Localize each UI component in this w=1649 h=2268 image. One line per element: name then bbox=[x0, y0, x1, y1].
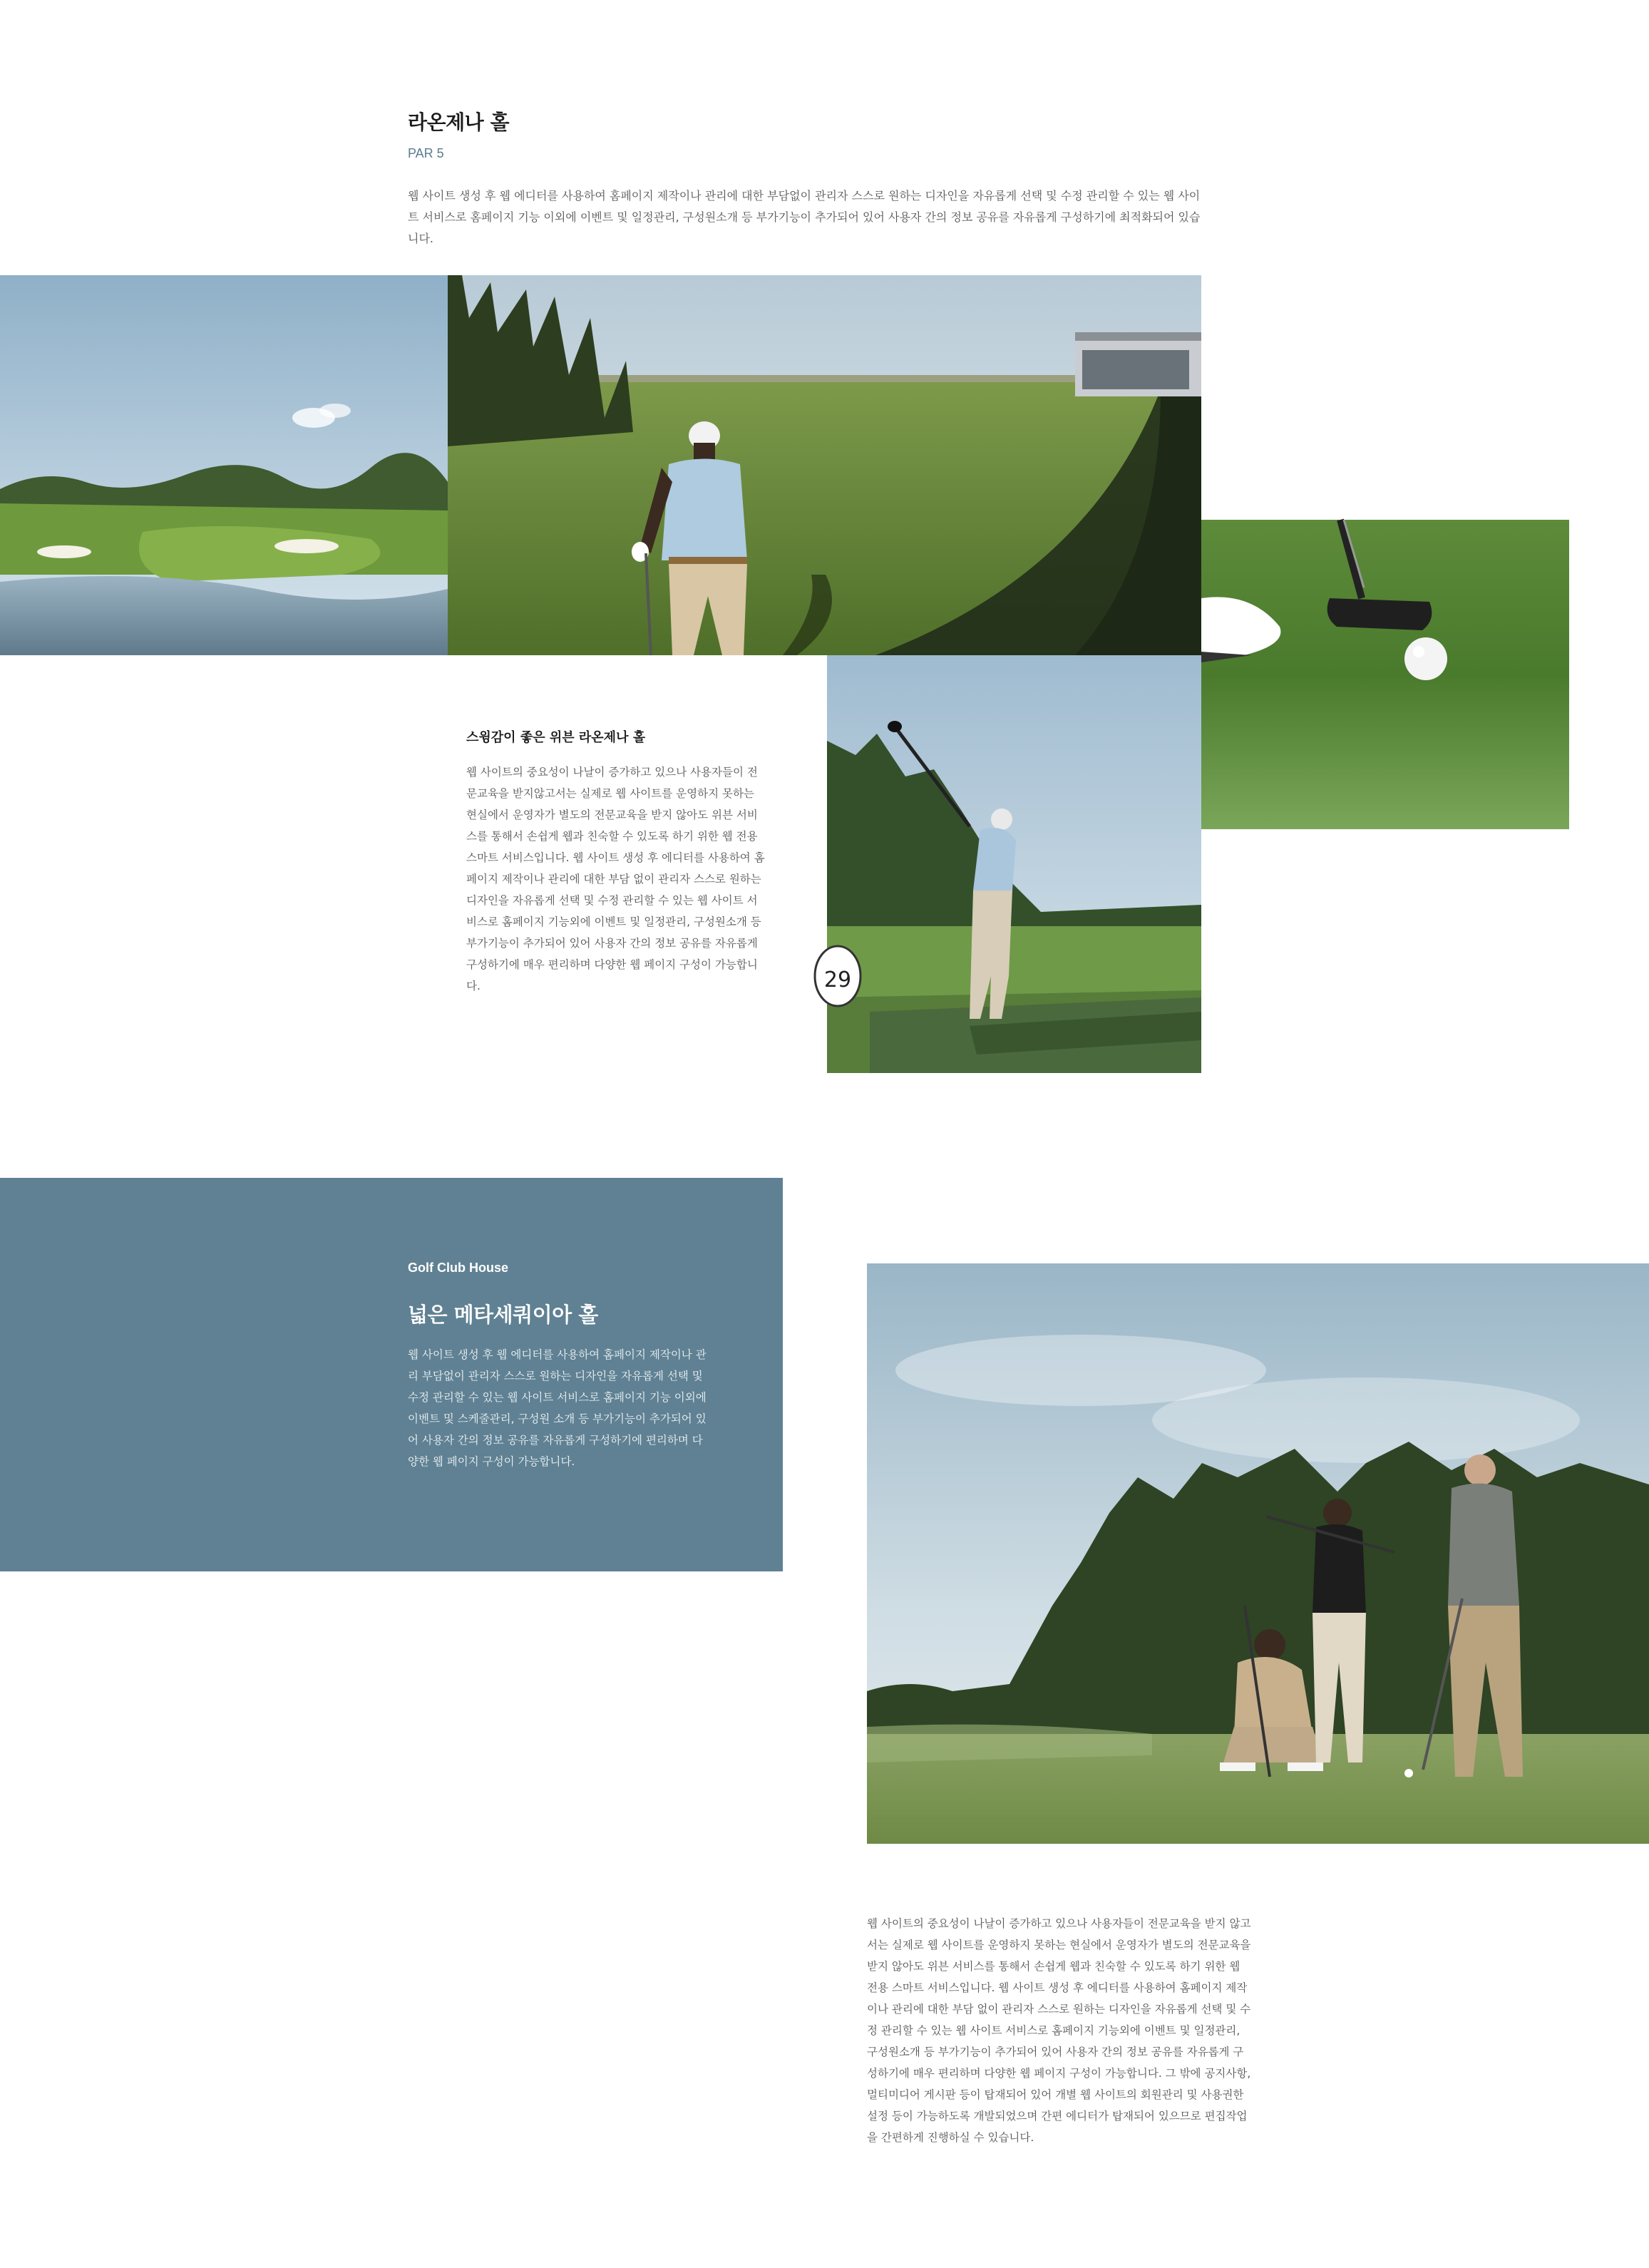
swing-hole-title: 스윙감이 좋은 위븐 라온제나 홀 bbox=[466, 730, 646, 745]
swing-hole-description: 웹 사이트의 중요성이 나날이 증가하고 있으나 사용자들이 전문교육을 받지않고서는 실제로 웹 사이트를 운영하지 못하는 현실에서 운영자가 별도의 전문교육을 받지 않아도 위븐 서비스를 통해서 손쉽게 웹과 친숙할 수 있도록 하기 위한 웹 전용 스마트 서비스입니다. 웹 사이트 생성 후 에디터를 사용하여 홈페이지 제작이나 관리에 대한 부담 없이 관리자 스스로 원하는 디자인을 자유롭게 선택 및 수정 관리할 수 있는 웹 사이트 서비스로 홈페이지 기능외에 이벤트 및 일정관리, 구성원소개 등 부가기능이 추가되어 있어 사용자 간의 정보 공유를 자유롭게 구성하기에 매우 편리하며 다양한 웹 페이지 구성이 가능합니다. bbox=[466, 766, 765, 992]
club-house-label: Golf Club House bbox=[408, 1261, 508, 1275]
golfers-group-image bbox=[867, 1263, 1649, 1844]
golf-course-lake-image bbox=[0, 275, 448, 655]
club-house-title: 넓은 메타세쿼이아 홀 bbox=[408, 1303, 598, 1327]
hole-title: 라온제나 홀 bbox=[408, 111, 509, 134]
golfer-back-view-image bbox=[448, 275, 1201, 655]
hole-description: 웹 사이트 생성 후 웹 에디터를 사용하여 홈페이지 제작이나 관리에 대한 부담없이 관리자 스스로 원하는 디자인을 자유롭게 선택 및 수정 관리할 수 있는 웹 사이트 서비스로 홈페이지 기능 이외에 이벤트 및 일정관리, 구성원소개 등 부가기능이 추가되어 있어 사용자 간의 정보 공유를 자유롭게 구성하기에 최적화되어 있습니다. bbox=[408, 189, 1201, 245]
tee-marker-number: 29 bbox=[823, 968, 852, 992]
putter-ball-closeup-image bbox=[1201, 520, 1569, 829]
club-house-description: 웹 사이트 생성 후 웹 에디터를 사용하여 홈페이지 제작이나 관리 부담없이 관리자 스스로 원하는 디자인을 자유롭게 선택 및 수정 관리할 수 있는 웹 사이트 서비스로 홈페이지 기능 이외에 이벤트 및 스케줄관리, 구성원 소개 등 부가기능이 추가되어 있어 사용자 간의 정보 공유를 자유롭게 구성하기에 편리하며 다양한 웹 페이지 구성이 가능합니다. bbox=[408, 1348, 707, 1468]
bottom-description: 웹 사이트의 중요성이 나날이 증가하고 있으나 사용자들이 전문교육을 받지 않고서는 실제로 웹 사이트를 운영하지 못하는 현실에서 운영자가 별도의 전문교육을 받지 않아도 위븐 서비스를 통해서 손쉽게 웹과 친숙할 수 있도록 하기 위한 웹 전용 스마트 서비스입니다. 웹 사이트 생성 후 에디터를 사용하여 홈페이지 제작이나 관리에 대한 부담 없이 관리자 스스로 원하는 디자인을 자유롭게 선택 및 수정 관리할 수 있는 웹 사이트 서비스로 홈페이지 기능외에 이벤트 및 일정관리, 구성원소개 등 부가기능이 추가되어 있어 사용자 간의 정보 공유를 자유롭게 구성하기에 매우 편리하며 다양한 웹 페이지 구성이 가능합니다. 그 밖에 공지사항, 멀티미디어 게시판 등이 탑재되어 있어 개별 웹 사이트의 회원관리 및 사용권한 설정 등이 가능하도록 개발되었으며 간편 에디터가 탑재되어 있으므로 편집작업을 간편하게 진행하실 수 있습니다. bbox=[867, 1917, 1251, 2144]
hole-par-label: PAR 5 bbox=[408, 146, 444, 160]
golfer-swing-image bbox=[823, 655, 1201, 1073]
